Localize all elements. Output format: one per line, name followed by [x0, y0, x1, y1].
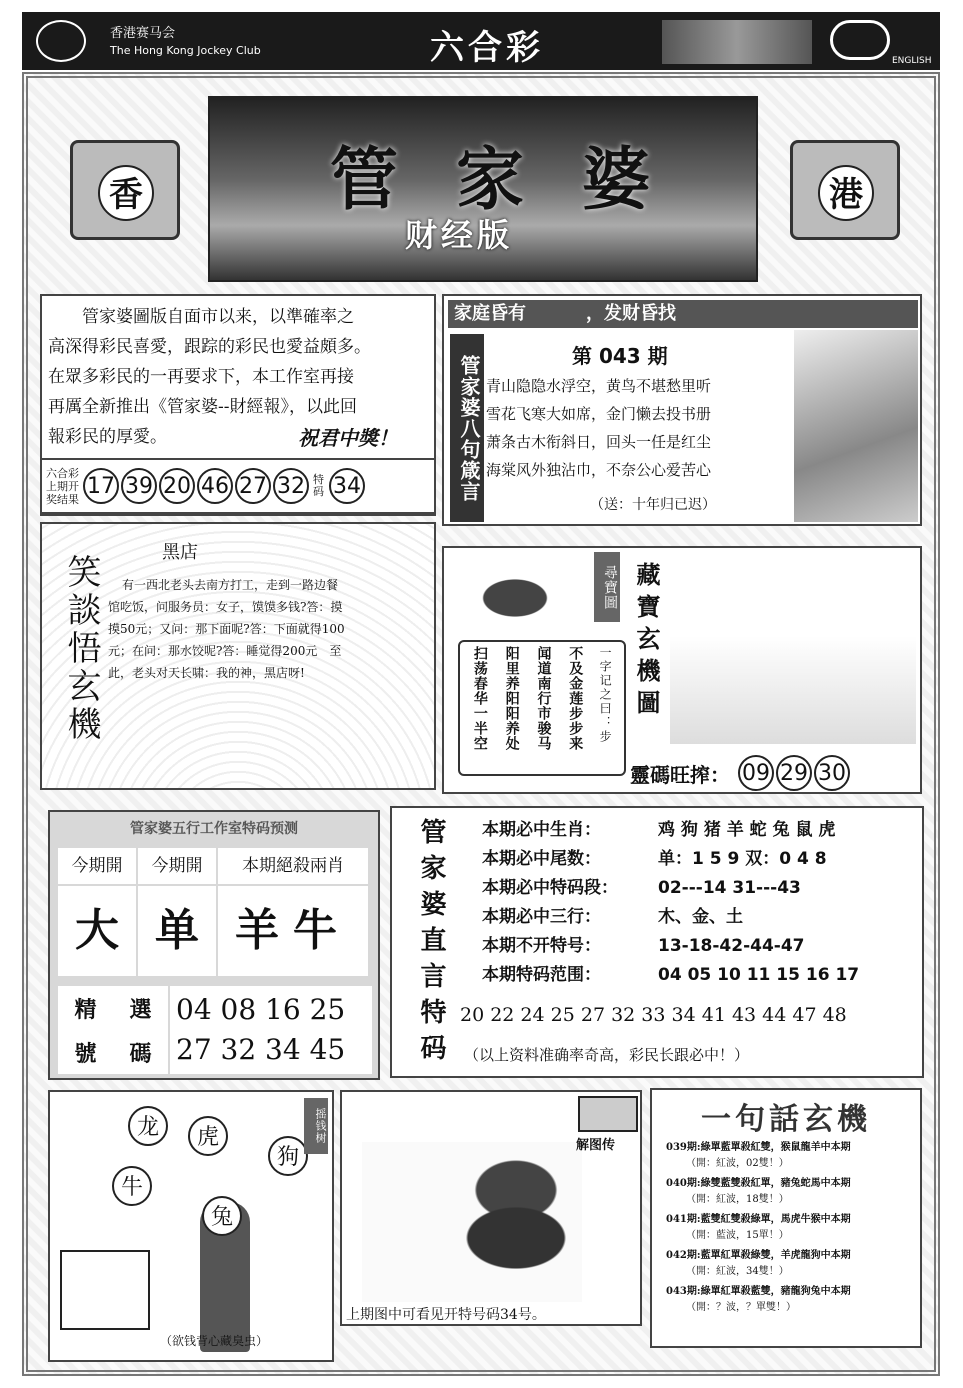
prediction-value: 羊牛	[218, 886, 368, 976]
jockey-club-logo-icon	[36, 20, 86, 62]
last-result-bar	[40, 458, 436, 514]
direct-label: 本期不开特号：	[482, 936, 601, 956]
last-result-label: 六合彩 上期开 奖结果	[46, 466, 79, 506]
poem-header: 家庭昏有 ，发财昏找	[448, 300, 918, 328]
special-ball: 34	[329, 468, 365, 504]
joke-line: 此，老头对天长啸：我的神，黑店呀!	[108, 666, 305, 680]
prediction-header: 今期開	[58, 848, 136, 884]
intro-line: 在眾多彩民的一再要求下，本工作室再接	[48, 367, 354, 387]
direct-label: 本期必中三行：	[482, 907, 601, 927]
horses-icon	[662, 20, 812, 64]
direct-side-title: 管家婆直言特码	[416, 818, 446, 1070]
result-ball: 32	[273, 468, 309, 504]
tree-animal-badge: 兔	[202, 1196, 242, 1236]
picks-label-char: 精	[74, 997, 97, 1023]
direct-value: 13-18-42-44-47	[658, 936, 805, 956]
direct-footer: （以上资料准确率奇高，彩民长跟必中！）	[464, 1046, 750, 1064]
treasure-title: 藏寶玄機圖	[632, 562, 661, 722]
pencil-icon	[578, 1096, 638, 1132]
scroll-column: 扫荡春华一半空	[471, 646, 488, 751]
oneline-title: 一句話玄機	[701, 1102, 871, 1137]
lottery-logo-icon	[830, 20, 890, 60]
direct-value: 04 05 10 11 15 16 17	[658, 965, 860, 985]
banner-title-char-3: 婆	[581, 140, 650, 220]
direct-label: 本期特码范围：	[482, 965, 601, 985]
answer-box	[60, 1250, 150, 1330]
jockey-horse-icon	[460, 566, 570, 630]
direct-label: 本期必中尾数：	[482, 849, 601, 869]
result-ball: 17	[83, 468, 119, 504]
result-ball: 20	[159, 468, 195, 504]
intro-line: 高深得彩民喜愛，跟踪的彩民也愛益頗多。	[48, 337, 371, 357]
monk-picture	[670, 564, 916, 744]
picks-label-char: 號	[74, 1041, 97, 1067]
left-lantern	[50, 110, 200, 270]
prediction-header: 今期開	[138, 848, 216, 884]
figure-watermelon-picture	[362, 1142, 582, 1302]
picks-row: 04 08 16 25	[176, 993, 346, 1026]
joke-line: 馆吃饭，问服务员：女子，馍馍多钱?答：摸	[108, 600, 343, 614]
money-tree-caption: （欲钱背心藏臭虫）	[160, 1334, 269, 1348]
scroll	[458, 640, 626, 776]
joke-side-title: 笑談悟玄機	[61, 554, 101, 744]
direct-value: 木、金、土	[658, 907, 743, 927]
poem-side-title: 管家婆八句箴言	[450, 334, 484, 522]
direct-panel	[390, 806, 924, 1078]
right-lantern-char: 港	[818, 165, 874, 221]
poem-line: 雪花飞寒大如席，金门懒去投书册	[486, 405, 712, 423]
org-name-cn: 香港赛马会	[110, 26, 176, 41]
joke-panel	[40, 522, 436, 790]
joke-line: 摸50元；又问：那下面呢?答：下面就得100	[108, 622, 345, 636]
tree-animal-badge: 狗	[268, 1136, 308, 1176]
lucky-ball: 09	[738, 755, 774, 791]
direct-label: 本期必中特码段：	[482, 878, 618, 898]
picks-label-char: 碼	[129, 1041, 152, 1067]
header-title: 六合彩	[430, 28, 544, 68]
oneline-entry: 043期:綠單紅單殺藍雙，豬龍狗兔中本期 （開：？波，？單雙！）	[666, 1286, 851, 1313]
direct-range-line2: 20 22 24 25 27 32 33 34 41 43 44 47 48	[460, 1004, 847, 1026]
picture-tag: 解图传	[576, 1138, 616, 1153]
scroll-column: 闻道南行市骏马	[535, 646, 552, 751]
treasure-panel	[442, 546, 922, 794]
joke-title: 黑店	[162, 542, 198, 563]
oneline-entry: 041期:藍雙紅雙殺綠單，馬虎牛猴中本期 （開：藍波，15單！）	[666, 1214, 851, 1241]
banner-title-char-1: 管	[330, 140, 399, 220]
result-ball: 27	[235, 468, 271, 504]
poem-note: （送：十年归已迟）	[590, 497, 716, 513]
left-lantern-char: 香	[98, 165, 154, 221]
scroll-column: 一字记之曰：步	[598, 646, 613, 744]
scroll-column: 不及金莲步步来	[567, 646, 584, 751]
mountain-picture	[794, 330, 918, 522]
direct-value: 02---14 31---43	[658, 878, 801, 898]
right-lantern	[770, 110, 920, 270]
picks-row: 27 32 34 45	[176, 1033, 346, 1066]
oneline-entry: 040期:綠雙藍雙殺紅單，豬兔蛇馬中本期 （開：紅波，18雙！）	[666, 1178, 851, 1205]
result-ball: 39	[121, 468, 157, 504]
lucky-ball: 29	[776, 755, 812, 791]
poem-issue: 第 043 期	[572, 344, 668, 368]
special-label: 特码	[313, 473, 324, 498]
intro-line: 管家婆圖版自面市以来，以準確率之	[82, 307, 354, 327]
result-ball: 46	[197, 468, 233, 504]
joke-line: 元；在问：那水饺呢?答：睡觉得200元 至	[108, 644, 342, 658]
poem-line: 海棠风外独沾巾，不奈公心爱苦心	[486, 461, 712, 479]
picture-caption: 上期图中可看见开特号码34号。	[346, 1307, 546, 1323]
oneline-entry: 042期:藍單紅單殺綠雙，羊虎龍狗中本期 （開：紅波，34雙！）	[666, 1250, 851, 1277]
banner-image	[208, 96, 758, 282]
oneline-entry: 039期:綠單藍單殺紅雙，猴鼠龍羊中本期 （開：紅波，02雙！）	[666, 1142, 851, 1169]
poem-panel	[442, 294, 922, 526]
lucky-ball: 30	[814, 755, 850, 791]
lucky-label: 靈碼旺搾：	[630, 762, 730, 787]
joke-line: 有一西北老头去南方打工，走到一路边餐	[122, 578, 339, 592]
header-bar	[22, 12, 940, 70]
prediction-header: 本期絕殺兩肖	[218, 848, 368, 884]
english-link[interactable]: ENGLISH	[892, 56, 932, 66]
picks-label-char: 選	[129, 997, 152, 1023]
picture-panel	[340, 1090, 642, 1326]
treasure-tag: 尋寶圖	[594, 552, 620, 622]
tree-animal-badge: 虎	[188, 1116, 228, 1156]
direct-value: 鸡 狗 猪 羊 蛇 兔 鼠 虎	[658, 820, 836, 840]
intro-line: 再厲全新推出《管家婆--財經報》，以此回	[48, 397, 357, 417]
org-name-en: The Hong Kong Jockey Club	[110, 44, 261, 57]
tree-animal-badge: 龙	[128, 1106, 168, 1146]
intro-line: 報彩民的厚愛。	[48, 427, 167, 447]
poem-line: 青山隐隐水浮空，黄鸟不堪愁里听	[486, 377, 712, 395]
direct-value: 单：1 5 9 双：0 4 8	[658, 849, 827, 869]
picks-box	[58, 986, 372, 1074]
poem-line: 萧条古木衔斜日，回头一任是红尘	[486, 433, 712, 451]
banner-subtitle: 财经版	[405, 216, 514, 254]
prediction-value: 单	[138, 886, 216, 976]
oneline-panel	[650, 1088, 922, 1348]
intro-sign: 祝君中獎！	[298, 426, 398, 450]
tree-animal-badge: 牛	[112, 1166, 152, 1206]
banner-title-char-2: 家	[455, 140, 524, 220]
money-tree-tag: 摇钱树	[304, 1098, 328, 1154]
prediction-title: 管家婆五行工作室特码预测	[130, 821, 298, 837]
direct-label: 本期必中生肖：	[482, 820, 601, 840]
money-tree-panel	[48, 1090, 334, 1362]
lucky-bar	[630, 754, 920, 792]
prediction-panel	[48, 810, 380, 1080]
scroll-column: 阳里养阳阳养处	[503, 646, 520, 751]
prediction-value: 大	[58, 886, 136, 976]
